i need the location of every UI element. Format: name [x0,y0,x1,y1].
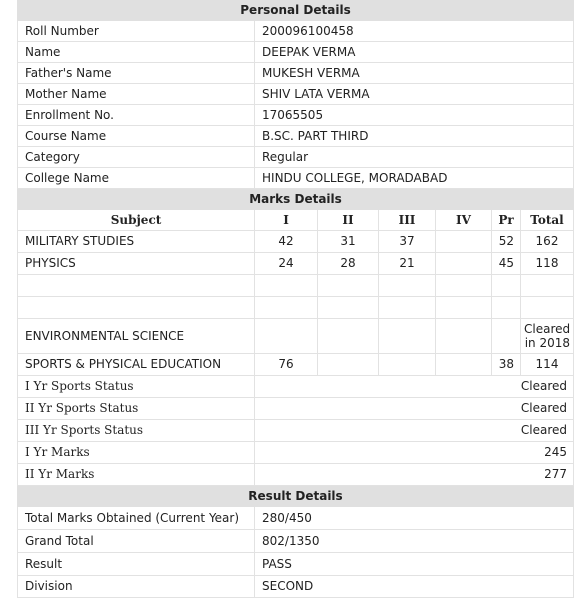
table-row [18,464,574,486]
table-row [18,553,574,576]
col-total: Total [521,210,574,231]
result-label: Result [18,553,255,576]
mother-name-value: SHIV LATA VERMA [255,84,574,105]
marks-iv [436,231,492,253]
marks-ii: 28 [318,253,379,275]
college-name-value: HINDU COLLEGE, MORADABAD [255,168,574,189]
table-row [18,442,574,464]
marks-details-table [17,189,574,486]
col-i: I [255,210,318,231]
table-row [18,168,574,189]
status-label: III Yr Sports Status [18,420,255,442]
result-details-table [17,486,574,598]
course-name-value: B.SC. PART THIRD [255,126,574,147]
personal-details-table [17,0,574,189]
subject-name: ENVIRONMENTAL SCIENCE [18,319,255,354]
roll-number-label: Roll Number [18,21,255,42]
status-label: II Yr Sports Status [18,398,255,420]
marks-total: 162 [521,231,574,253]
table-row [18,231,574,253]
marks-iv [436,253,492,275]
empty-row [18,275,574,297]
marks-iii: 21 [379,253,436,275]
subject-name: SPORTS & PHYSICAL EDUCATION [18,354,255,376]
status-value: Cleared [255,398,574,420]
roll-number-value: 200096100458 [255,21,574,42]
status-label: I Yr Sports Status [18,376,255,398]
result-value: PASS [255,553,574,576]
result-details-heading: Result Details [18,487,574,507]
mother-name-label: Mother Name [18,84,255,105]
marks-header-row [18,210,574,231]
status-value: 245 [255,442,574,464]
marks-total: 118 [521,253,574,275]
table-row [18,42,574,63]
marks-pr: 45 [492,253,521,275]
table-row [18,530,574,553]
table-row [18,576,574,598]
category-value: Regular [255,147,574,168]
col-subject: Subject [18,210,255,231]
table-row [18,420,574,442]
marks-i: 24 [255,253,318,275]
enrollment-label: Enrollment No. [18,105,255,126]
status-label: II Yr Marks [18,464,255,486]
table-row [18,319,574,354]
table-row [18,126,574,147]
status-value: 277 [255,464,574,486]
env-status: Cleared in 2018 [521,319,574,354]
category-label: Category [18,147,255,168]
col-iii: III [379,210,436,231]
status-value: Cleared [255,376,574,398]
name-label: Name [18,42,255,63]
table-row [18,21,574,42]
table-row [18,398,574,420]
total-marks-value: 280/450 [255,507,574,530]
division-label: Division [18,576,255,598]
grand-total-value: 802/1350 [255,530,574,553]
table-row [18,507,574,530]
empty-row [18,297,574,319]
table-row [18,253,574,275]
father-name-label: Father's Name [18,63,255,84]
status-label: I Yr Marks [18,442,255,464]
grand-total-label: Grand Total [18,530,255,553]
marks-total: 114 [521,354,574,376]
status-value: Cleared [255,420,574,442]
total-marks-label: Total Marks Obtained (Current Year) [18,507,255,530]
personal-details-heading: Personal Details [18,1,574,21]
table-row [18,105,574,126]
marks-ii: 31 [318,231,379,253]
marks-i: 76 [255,354,318,376]
result-sheet [17,0,573,598]
marks-i: 42 [255,231,318,253]
table-row [18,147,574,168]
marks-details-heading: Marks Details [18,190,574,210]
marks-pr: 38 [492,354,521,376]
table-row [18,84,574,105]
marks-iii: 37 [379,231,436,253]
col-ii: II [318,210,379,231]
division-value: SECOND [255,576,574,598]
col-pr: Pr [492,210,521,231]
table-row [18,63,574,84]
subject-name: MILITARY STUDIES [18,231,255,253]
course-name-label: Course Name [18,126,255,147]
table-row [18,376,574,398]
col-iv: IV [436,210,492,231]
table-row [18,354,574,376]
name-value: DEEPAK VERMA [255,42,574,63]
college-name-label: College Name [18,168,255,189]
father-name-value: MUKESH VERMA [255,63,574,84]
enrollment-value: 17065505 [255,105,574,126]
subject-name: PHYSICS [18,253,255,275]
marks-pr: 52 [492,231,521,253]
